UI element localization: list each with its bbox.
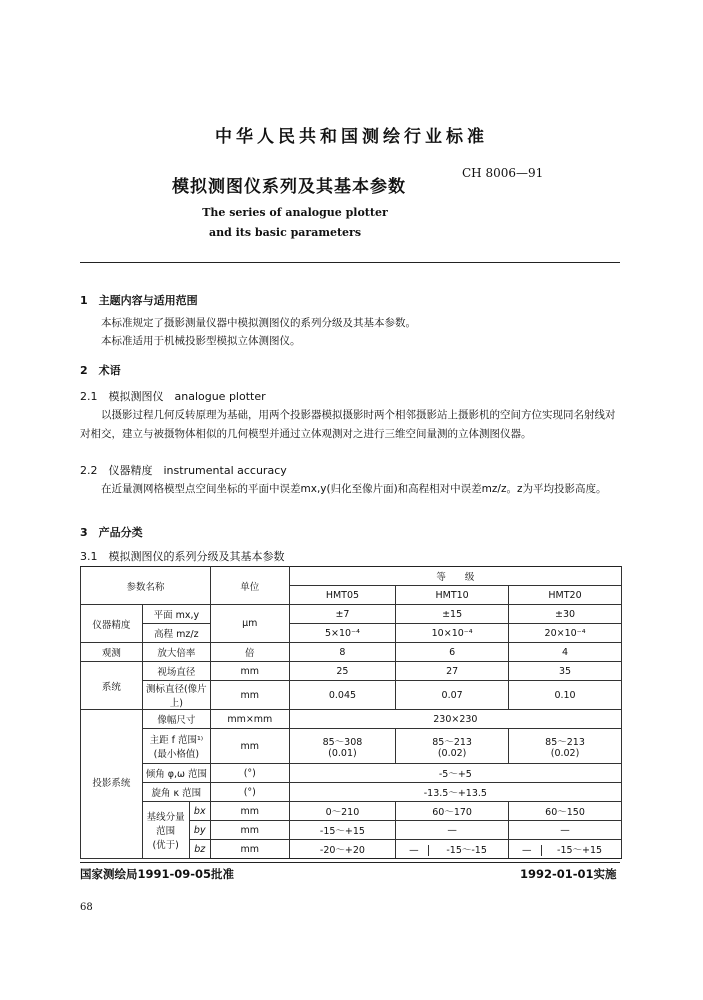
cell-value: 85～213 (0.02) xyxy=(509,729,622,764)
cell-value: — xyxy=(396,821,509,840)
row-unit: mm xyxy=(210,802,289,821)
group-precision: 仪器精度 xyxy=(81,605,143,643)
header-parameter-name: 参数名称 xyxy=(81,567,211,605)
cell-value: ±7 xyxy=(289,605,395,624)
table-row xyxy=(81,802,622,821)
cell-sub-value: -15～-15 xyxy=(446,845,487,856)
cell-value: 25 xyxy=(289,662,395,681)
row-name: 像幅尺寸 xyxy=(142,710,210,729)
section-2-2-heading: 2.2 仪器精度 instrumental accuracy xyxy=(80,464,287,477)
row-name: 高程 mz/z xyxy=(142,624,210,643)
cell-value: 27 xyxy=(396,662,509,681)
cell-value xyxy=(396,840,509,859)
cell-sub-value: — xyxy=(513,845,542,856)
row-name-baseline: 基线分量范围 (优于) xyxy=(142,802,189,859)
baseline-by-label: by xyxy=(189,821,210,840)
effective-date: 1992-01-01实施 xyxy=(520,867,617,881)
group-projection: 投影系统 xyxy=(81,710,143,859)
cell-value: 85～308 (0.01) xyxy=(289,729,395,764)
cell-value: 0.07 xyxy=(396,681,509,710)
cell-value: 230×230 xyxy=(289,710,621,729)
footer-divider xyxy=(80,862,620,863)
cell-value: 60～170 xyxy=(396,802,509,821)
section-2-heading: 2 术语 xyxy=(80,364,121,377)
row-unit: (°) xyxy=(210,783,289,802)
section-2-1-definition: 以摄影过程几何反转原理为基础，用两个投影器模拟摄影时两个相邻摄影站上摄影机的空间方位实现同名射线对对相交，建立与被摄物体相似的几何模型并通过立体观测对之进行三维空间量测的立体测图仪器。 xyxy=(80,409,616,440)
parameter-table xyxy=(80,566,622,859)
baseline-bz-label: bz xyxy=(189,840,210,859)
cell-value: 10×10⁻⁴ xyxy=(396,624,509,643)
cell-sub-value: — xyxy=(400,845,429,856)
table-row xyxy=(81,605,622,624)
row-unit: mm xyxy=(210,821,289,840)
header-divider xyxy=(80,262,620,263)
section-1-paragraph-2: 本标准适用于机械投影型模拟立体测图仪。 xyxy=(101,335,301,347)
cell-value: -20～+20 xyxy=(289,840,395,859)
row-unit: mm xyxy=(210,681,289,710)
row-name: 测标直径(像片上) xyxy=(142,681,210,710)
row-unit: μm xyxy=(210,605,289,643)
table-row xyxy=(81,764,622,783)
row-name: 主距 f 范围¹⁾ (最小格值) xyxy=(142,729,210,764)
section-2-1-heading: 2.1 模拟测图仪 analogue plotter xyxy=(80,390,266,403)
cell-sub-value: -15～+15 xyxy=(557,845,603,856)
row-name: 视场直径 xyxy=(142,662,210,681)
approval-date: 国家测绘局1991-09-05批准 xyxy=(80,867,235,881)
table-row xyxy=(81,681,622,710)
header-unit: 单位 xyxy=(210,567,289,605)
row-name: 旋角 κ 范围 xyxy=(142,783,210,802)
section-2-2-definition: 在近量测网格模型点空间坐标的平面中误差mx,y(归化至像片面)和高程相对中误差mz/z。z为平均投影高度。 xyxy=(101,483,607,495)
section-3-heading: 3 产品分类 xyxy=(80,526,143,539)
header-grade: 等 级 xyxy=(289,567,621,586)
cell-value: -15～+15 xyxy=(289,821,395,840)
cell-value: ±15 xyxy=(396,605,509,624)
section-1-paragraph-1: 本标准规定了摄影测量仪器中模拟测图仪的系列分级及其基本参数。 xyxy=(101,317,416,329)
group-observe-1: 观测 xyxy=(81,643,143,662)
cell-value: 5×10⁻⁴ xyxy=(289,624,395,643)
header-grade-hmt10: HMT10 xyxy=(396,586,509,605)
standard-code: CH 8006—91 xyxy=(462,166,544,180)
cell-value: ±30 xyxy=(509,605,622,624)
row-unit: mm xyxy=(210,840,289,859)
row-unit: mm xyxy=(210,662,289,681)
cell-value: 0.10 xyxy=(509,681,622,710)
page-number: 68 xyxy=(80,902,93,913)
table-row xyxy=(81,783,622,802)
cell-value: 85～213 (0.02) xyxy=(396,729,509,764)
english-title-line-1: The series of analogue plotter xyxy=(202,206,388,219)
row-name: 放大倍率 xyxy=(142,643,210,662)
table-row xyxy=(81,710,622,729)
cell-value: 6 xyxy=(396,643,509,662)
row-unit: 倍 xyxy=(210,643,289,662)
table-row xyxy=(81,624,622,643)
section-1-heading: 1 主题内容与适用范围 xyxy=(80,294,198,307)
cell-value: — xyxy=(509,821,622,840)
header-grade-hmt05: HMT05 xyxy=(289,586,395,605)
row-name: 倾角 φ,ω 范围 xyxy=(142,764,210,783)
row-unit: (°) xyxy=(210,764,289,783)
header-grade-hmt20: HMT20 xyxy=(509,586,622,605)
cell-value: 60～150 xyxy=(509,802,622,821)
cell-value: 8 xyxy=(289,643,395,662)
standard-category-title: 中华人民共和国测绘行业标准 xyxy=(215,127,488,147)
table-row xyxy=(81,662,622,681)
table-row xyxy=(81,729,622,764)
cell-value: 20×10⁻⁴ xyxy=(509,624,622,643)
row-unit: mm xyxy=(210,729,289,764)
row-name: 平面 mx,y xyxy=(142,605,210,624)
table-header-row xyxy=(81,567,622,586)
cell-value: 0～210 xyxy=(289,802,395,821)
table-row xyxy=(81,643,622,662)
english-title-line-2: and its basic parameters xyxy=(208,226,362,239)
cell-value: -5～+5 xyxy=(289,764,621,783)
cell-value xyxy=(509,840,622,859)
row-unit: mm×mm xyxy=(210,710,289,729)
section-3-1-heading: 3.1 模拟测图仪的系列分级及其基本参数 xyxy=(80,550,285,563)
cell-value: -13.5～+13.5 xyxy=(289,783,621,802)
baseline-bx-label: bx xyxy=(189,802,210,821)
document-title: 模拟测图仪系列及其基本参数 xyxy=(172,177,406,197)
cell-value: 35 xyxy=(509,662,622,681)
cell-value: 0.045 xyxy=(289,681,395,710)
group-observe-2: 系统 xyxy=(81,662,143,710)
cell-value: 4 xyxy=(509,643,622,662)
